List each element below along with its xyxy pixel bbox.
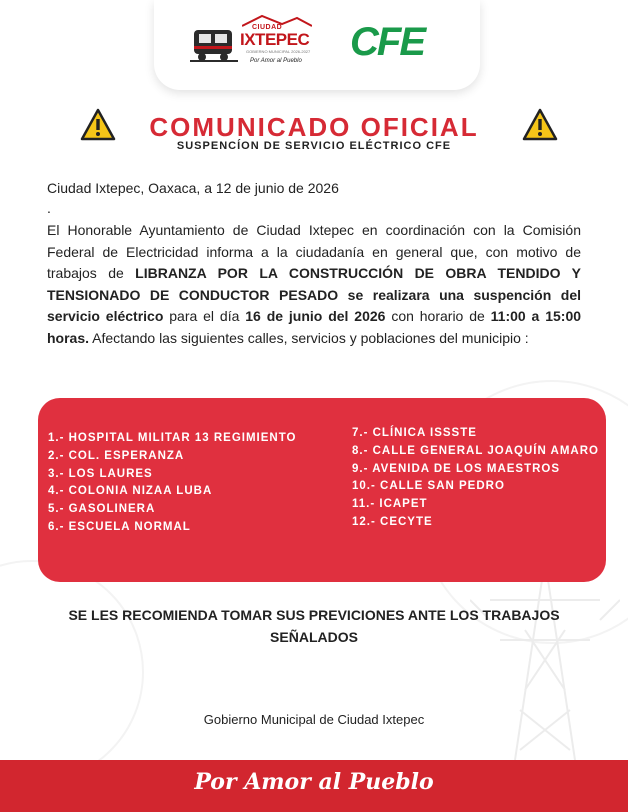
logo-subtitle: GOBIERNO MUNICIPAL 2026-2027 [246, 49, 311, 54]
page-subtitle: SUSPENCÍON DE SERVICIO ELÉCTRICO CFE [176, 140, 452, 152]
ciudad-ixtepec-logo [190, 14, 320, 74]
affected-areas-box [38, 398, 606, 582]
footer-slogan: Por Amor al Pueblo [194, 769, 434, 795]
list-item: 8.- CALLE GENERAL JOAQUÍN AMARO [352, 444, 599, 457]
date-line: Ciudad Ixtepec, Oaxaca, a 12 de junio de 2026 [47, 180, 339, 196]
warning-icon [522, 108, 558, 142]
logo-slogan: Por Amor al Pueblo [250, 58, 302, 64]
list-item: 9.- AVENIDA DE LOS MAESTROS [352, 462, 561, 475]
background-arc [0, 560, 144, 784]
list-item: 11.- ICAPET [352, 498, 428, 511]
signature-line: Gobierno Municipal de Ciudad Ixtepec [203, 712, 425, 727]
logo-ciudad-text: CIUDAD [252, 24, 283, 31]
paragraph-hours-bold: 11:00 a 15:00 horas. [47, 308, 582, 346]
affected-list-right [352, 425, 600, 532]
logo-ixtepec-text: IXTEPEC [240, 30, 310, 49]
power-tower-watermark [470, 560, 620, 760]
recommendation-text: SE LES RECOMIENDA TOMAR SUS PREVICIONES ANTE LOS TRABAJOS SEÑALADOS [68, 607, 560, 645]
list-item: 10.- CALLE SAN PEDRO [352, 480, 505, 493]
train-icon [190, 24, 238, 64]
paragraph-text: con horario de [385, 308, 491, 324]
cfe-logo: CFE [350, 20, 424, 64]
list-item: 1.- HOSPITAL MILITAR 13 REGIMIENTO [48, 432, 297, 444]
list-item: 3.- LOS LAURES [48, 467, 153, 480]
paragraph-text: Afectando las siguientes calles, servicios y poblaciones del municipio : [89, 329, 529, 346]
list-item: 2.- COL. ESPERANZA [48, 449, 185, 462]
announcement-paragraph [47, 220, 581, 349]
paragraph-bold: LIBRANZA POR LA CONSTRUCCIÓN DE OBRA TENDIDO Y TENSIONADO DE CONDUCTOR PESADO se realizara una suspención del servicio eléctrico [47, 265, 581, 324]
list-item: 12.- CECYTE [352, 515, 433, 528]
page-title: COMUNICADO OFICIAL [149, 112, 479, 142]
paragraph-text: para el día [163, 308, 246, 324]
list-item: 4.- COLONIA NIZAA LUBA [48, 485, 213, 498]
paragraph-text: El Honorable Ayuntamiento de Ciudad Ixtepec en coordinación con la Comisión Federal de Electricidad informa a la ciudadanía en general que, con motivo de trabajos de [47, 222, 581, 281]
logo-header [154, 0, 480, 90]
paragraph-date-bold: 16 de junio del 2026 [245, 308, 386, 324]
affected-list-left [48, 430, 348, 537]
separator-dot: . [47, 200, 51, 216]
list-item: 7.- CLÍNICA ISSSTE [352, 427, 477, 439]
list-item: 5.- GASOLINERA [48, 503, 156, 516]
footer-banner [0, 760, 628, 812]
list-item: 6.- ESCUELA NORMAL [48, 520, 191, 533]
